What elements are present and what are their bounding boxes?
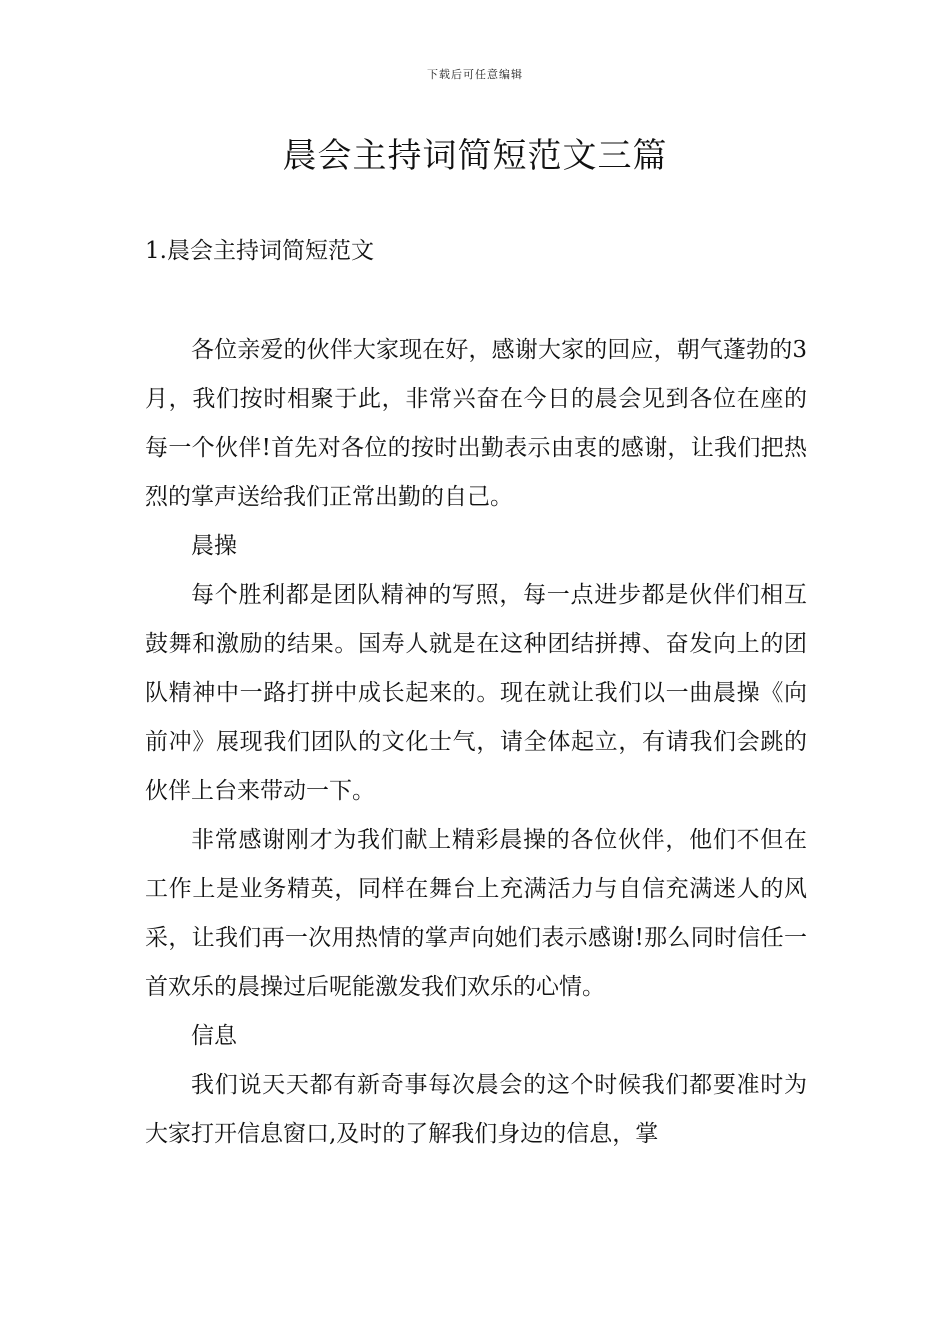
header-note: 下载后可任意编辑 bbox=[427, 68, 523, 81]
section-heading: 1.晨会主持词简短范文 bbox=[145, 238, 374, 264]
subsection-label-morning-exercise: 晨操 bbox=[191, 533, 237, 559]
body-paragraph: 每个胜利都是团队精神的写照，每一点进步都是伙伴们相互鼓舞和激励的结果。国寿人就是在这种团结拼搏、奋发向上的团队精神中一路打拼中成长起来的。现在就让我们以一曲晨操《向前冲》展现我们团队的文化士气，请全体起立，有请我们会跳的伙伴上台来带动一下。 bbox=[145, 582, 807, 804]
body-paragraph: 我们说天天都有新奇事每次晨会的这个时候我们都要准时为大家打开信息窗口,及时的了解我们身边的信息，掌 bbox=[145, 1072, 807, 1147]
body-paragraph: 非常感谢刚才为我们献上精彩晨操的各位伙伴，他们不但在工作上是业务精英，同样在舞台上充满活力与自信充满迷人的风采，让我们再一次用热情的掌声向她们表示感谢!那么同时信任一首欢乐的晨操过后呢能激发我们欢乐的心情。 bbox=[145, 827, 807, 1000]
document-title: 晨会主持词简短范文三篇 bbox=[282, 136, 668, 176]
body-paragraph: 各位亲爱的伙伴大家现在好，感谢大家的回应，朝气蓬勃的3月，我们按时相聚于此，非常兴奋在今日的晨会见到各位在座的每一个伙伴!首先对各位的按时出勤表示由衷的感谢，让我们把热烈的掌声送给我们正常出勤的自己。 bbox=[145, 337, 807, 510]
subsection-label-information: 信息 bbox=[191, 1023, 237, 1049]
document-body bbox=[145, 326, 807, 1159]
